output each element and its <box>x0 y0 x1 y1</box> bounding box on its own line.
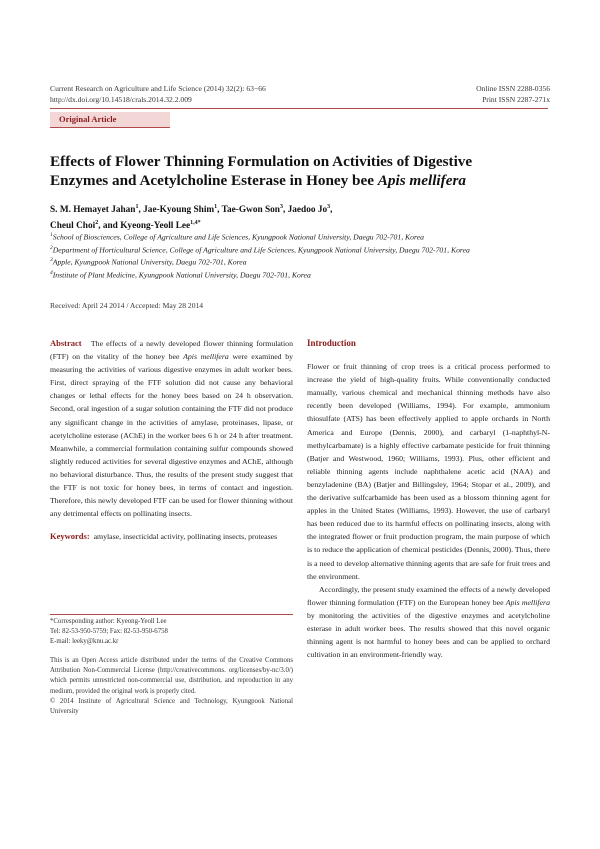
affiliation-text: School of Biosciences, College of Agriculture and Life Sciences, Kyungpook National University, Daegu 702-701, Korea <box>52 232 424 242</box>
article-title <box>50 152 550 190</box>
intro-paragraph-2 <box>307 583 550 662</box>
intro-p2-post: by monitoring the activities of the digestive enzymes and acetylcholine esterase in adult worker bees. The results showed that this novel organic thinning agent is not harmful to honey bees and can be applied to orchard cultivation in an environment-friendly way. <box>307 610 550 660</box>
received-dates: Received: April 24 2014 / Accepted: May 28 2014 <box>50 301 204 310</box>
abstract-text-pre: The effects of a newly developed flower thinning formulation (FTF) on the vitality of the honey bee <box>50 339 293 362</box>
title-species: Apis mellifera <box>377 172 466 189</box>
author-name: S. M. Hemayet Jahan <box>50 205 136 216</box>
affiliation-mark: 4 <box>50 269 53 276</box>
keywords <box>50 530 293 543</box>
corresponding-author: *Corresponding author: Kyeong-Yeoll Lee <box>50 618 167 625</box>
license-text: This is an Open Access article distributed under the terms of the Creative Commons Attribution Non-Commercial License (http://creativecommons. org/licenses/by-nc/3.0/) which permits unrestricted non-commercial use, distribution, and reproduction in any medium, provided the original work is properly cited. <box>50 657 293 695</box>
affiliation-text: Apple, Kyungpook National University, Daegu 702-701, Korea <box>52 257 247 267</box>
intro-paragraph-1: Flower or fruit thinning of crop trees is a critical process performed to increase the yield of high-quality fruits. While conventionally conducted manually, various chemical and mechanical thinning methods have also recently been developed (Williams, 1994). For example, ammonium thiosulfate (ATS) has been effectively applied to apple orchards in North America and Europe (Dennis, 2000), and carbaryl (1-naphthyl-N-methylcarbamate) is a highly effective carbamate pesticide for fruit thinning (Batjer and Westwood, 1960; Williams, 1993). Plus, other efficient and reliable thinning agents include naphthalene acetic acid (NAA) and benzyladenine (BA) (Batjer and Billingsley, 1964; Stopar et al., 2009), and the derivative sulfcarbamide has been used as a blossom thinning agent for apples in the United States (Williams, 1993). However, the use of carbaryl has been reduced due to its harmful effects on pollinating insects, along with the integrated flower or fruit production program, the main purpose of which is to reduce the application of chemical pesticides (Dennis, 2000). Thus, there is a need to develop alternative thinning agents that are safe for fruit trees and the environment. <box>307 362 550 581</box>
issn-block <box>476 83 550 105</box>
journal-header <box>50 83 266 105</box>
header-rule <box>50 108 548 109</box>
author-separator: , and <box>98 220 121 231</box>
abstract <box>50 337 293 520</box>
left-column <box>50 337 293 543</box>
contact-phone: Tel: 82-53-950-5759; Fax: 82-53-950-6758 <box>50 628 168 636</box>
affiliation-mark: 1 <box>50 232 53 238</box>
author-name: Cheul Choi <box>50 220 96 231</box>
license-footnote <box>50 656 293 717</box>
affiliation-item <box>50 255 560 268</box>
author-affiliation-mark: 1 <box>214 204 218 210</box>
affiliation-mark: 2 <box>50 244 53 251</box>
author-affiliation-mark: 3 <box>279 204 283 210</box>
affiliation-text: Institute of Plant Medicine, Kyungpook National University, Daegu 702-701, Korea <box>52 270 311 280</box>
author-name: Tae-Gwon Son <box>221 205 280 216</box>
footnote-rule <box>50 614 293 615</box>
affiliation-item <box>50 230 560 243</box>
affiliation-text: Department of Horticultural Science, College of Agriculture and Life Sciences, Kyungpook National University, Daegu 702-701, Korea <box>52 245 470 255</box>
keywords-label: Keywords: <box>50 531 90 542</box>
doi-link[interactable]: http://dx.doi.org/10.14518/crals.2014.32.2.009 <box>50 95 192 104</box>
abstract-text-post: were examined by measuring the activities of various digestive enzymes in adult worker bees. First, direct spraying of the FTF solution did not cause any behavioral changes or lethal effects for the honey bees based on 24 h observation. Second, oral ingestion of a sugar solution containing the FTF did not produce any significant change in the activities of amylase, proteinases, lipase, or acetylcholine esterase (AChE) in the worker bees 6 h or 24 h after treatment. Meanwhile, a commercial formulation containing sulfur compounds showed slightly reduced activities for several digestive enzymes and AChE, although no behavioral disturbance. Thus, the results of the present study suggest that the FTF is not toxic for honey bees, in terms of contact and ingestion. Therefore, this newly developed FTF can be used for flower thinning without any detrimental effects on pollinating insects. <box>50 352 294 519</box>
author-separator: , <box>217 205 222 216</box>
title-line-1: Effects of Flower Thinning Formulation on Activities of Digestive <box>50 153 473 170</box>
journal-citation: Current Research on Agriculture and Life Science (2014) 32(2): 63−66 <box>50 84 266 93</box>
author-name: Jae-Kyoung Shim <box>143 205 215 216</box>
article-type-label: Original Article <box>59 114 117 124</box>
intro-p2-species: Apis mellifera <box>505 597 550 607</box>
author-separator: , <box>282 205 288 216</box>
article-type-badge <box>50 112 170 128</box>
affiliation-mark: 3 <box>50 257 53 264</box>
title-line-2 <box>50 171 550 190</box>
corresponding-footnote <box>50 617 293 648</box>
author-affiliation-mark: 1,4* <box>190 219 201 226</box>
introduction-heading: Introduction <box>307 338 356 348</box>
affiliation-list <box>50 230 560 280</box>
author-affiliation-mark: 1 <box>135 204 139 210</box>
abstract-label: Abstract <box>50 338 82 348</box>
right-column <box>307 337 550 661</box>
title-line-2-text: Enzymes and Acetylcholine Esterase in Honey bee <box>50 172 374 189</box>
intro-p2-pre: Accordingly, the present study examined the effects of a newly developed flower thinning formulation (FTF) on the European honey bee <box>307 584 550 607</box>
issn-print: Print ISSN 2287-271x <box>482 95 550 104</box>
copyright-text: © 2014 Institute of Agricultural Science and Technology, Kyungpook National University <box>50 697 293 716</box>
author-name: Kyeong-Yeoll Lee <box>120 220 191 231</box>
author-separator: , <box>138 205 144 216</box>
keywords-text: amylase, insecticidal activity, pollinating insects, proteases <box>93 532 278 542</box>
affiliation-item <box>50 243 560 256</box>
author-affiliation-mark: 3 <box>327 204 331 210</box>
issn-online: Online ISSN 2288-0356 <box>476 84 550 93</box>
contact-email[interactable]: E-mail: leeky@knu.ac.kr <box>50 638 119 646</box>
affiliation-item <box>50 268 560 281</box>
author-name: Jaedoo Jo <box>287 205 328 216</box>
author-list <box>50 201 550 232</box>
author-separator: , <box>330 205 333 216</box>
abstract-species: Apis mellifera <box>183 352 229 362</box>
author-affiliation-mark: 2 <box>95 219 99 226</box>
